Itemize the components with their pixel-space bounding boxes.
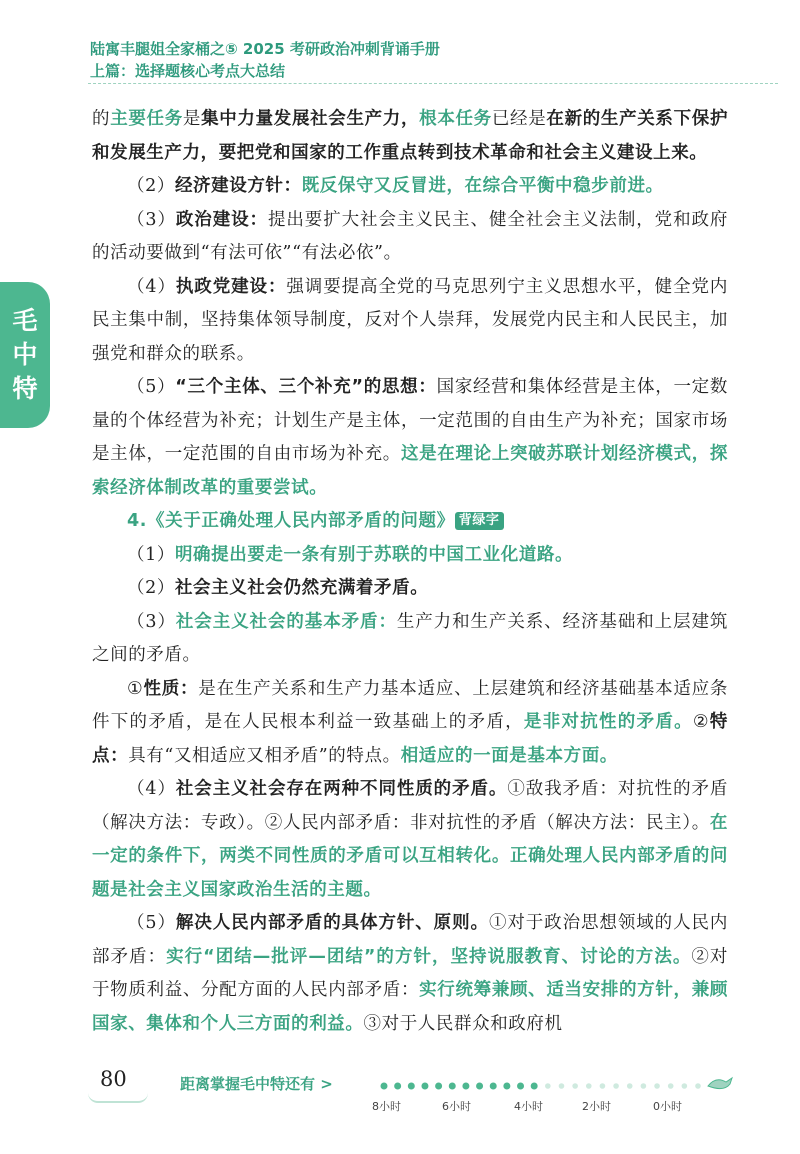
text: ①对于政治思想领域的人民内部矛盾： [92, 913, 729, 967]
highlight-text: 主要任务 [110, 109, 183, 129]
text: 提出要扩大社会主义民主、健全社会主义法制，党和政府的活动要做到“有法可依”“有法必依”。 [92, 209, 729, 263]
progress-tick-label: 2小时 [582, 1100, 611, 1113]
circled-number: ② [692, 712, 710, 732]
text: 生产力和生产关系、经济基础和上层建筑之间的矛盾。 [92, 611, 728, 665]
progress-dot [490, 1083, 497, 1090]
runner-icon [708, 1078, 732, 1089]
highlight-text: 明确提出要走一条有别于苏联的中国工业化道路。 [174, 544, 574, 565]
text: 已经是 [491, 109, 547, 129]
bold-text: 社会主义社会存在两种不同性质的矛盾。 [175, 779, 508, 799]
highlight-text: 相适应的一面是基本方面。 [400, 745, 618, 766]
bold-text: 经济建设方针： [174, 176, 302, 196]
side-tab-char-3: 特 [12, 374, 38, 403]
paragraph-party-building [92, 271, 728, 372]
bold-text: 政治建设： [175, 209, 268, 230]
bold-text: 执政党建设： [175, 276, 287, 297]
page-number-swoosh [88, 1093, 148, 1103]
section-heading-4 [92, 505, 728, 539]
progress-dot [695, 1083, 701, 1089]
side-tab-char-1: 毛 [12, 306, 38, 335]
text: ②对于物质利益、分配方面的人民内部矛盾： [92, 946, 729, 1000]
highlight-text: 实行统筹兼顾、适当安排的方针，兼顾国家、集体和个人三方面的利益。 [92, 980, 728, 1034]
page-number: 80 [100, 1067, 127, 1091]
highlight-text: 根本任务 [419, 109, 492, 129]
bold-text: 性质： [143, 678, 199, 699]
section-title: 4.《关于正确处理人民内部矛盾的问题》 [127, 511, 455, 531]
progress-dot [682, 1083, 688, 1089]
header-section-title: 上篇：选择题核心考点大总结 [90, 62, 286, 80]
paragraph-political-building [92, 204, 728, 271]
bold-text: 在新的生产关系下保护和发展生产力，要把党和国家的工作重点转到技术革命和社会主义建设上来。 [92, 109, 729, 163]
progress-dot [600, 1083, 606, 1089]
progress-dot [572, 1083, 578, 1089]
text: 是 [182, 109, 202, 129]
bold-text: 社会主义社会仍然充满着矛盾。 [174, 578, 429, 598]
highlight-text: 这是在理论上突破苏联计划经济模式，探索经济体制改革的重要尝试。 [92, 444, 728, 498]
progress-tick-label: 0小时 [653, 1100, 682, 1113]
paragraph-item-4 [92, 773, 728, 907]
header-book-title: 陆寓丰腿姐全家桶之⑤ 2025 考研政治冲刺背诵手册 [90, 40, 440, 58]
paragraph-item-3 [92, 606, 728, 673]
item-number: （4） [127, 779, 176, 799]
circled-number: ① [127, 678, 144, 699]
bold-text: 集中力量发展社会生产力， [201, 109, 420, 129]
progress-dot [408, 1083, 415, 1090]
paragraph-item-2 [92, 572, 728, 606]
item-number: （5） [127, 913, 176, 933]
page-body [92, 103, 728, 1041]
progress-dot [421, 1083, 428, 1090]
progress-dot [381, 1083, 388, 1090]
progress-dot [435, 1083, 442, 1090]
bold-text: “三个主体、三个补充”的思想： [175, 377, 437, 397]
chapter-side-tab [0, 282, 50, 428]
progress-dot [449, 1083, 456, 1090]
progress-dot [654, 1083, 660, 1089]
progress-dot [531, 1083, 538, 1090]
highlight-text: 是非对抗性的矛盾。 [523, 712, 693, 732]
progress-dot [394, 1083, 401, 1090]
header-divider [88, 83, 778, 84]
text: 强调要提高全党的马克思列宁主义思想水平，健全党内民主集中制，坚持集体领导制度，反对个人崇拜，发展党内民主和人民民主，加强党和群众的联系。 [92, 276, 728, 364]
paragraph-item-5 [92, 907, 728, 1041]
progress-tick-label: 6小时 [442, 1100, 471, 1113]
highlight-text: 社会主义社会的基本矛盾： [175, 611, 397, 632]
text: 国家经营和集体经营是主体，一定数量的个体经营为补充；计划生产是主体，一定范围的自由生产为补充；国家市场是主体，一定范围的自由市场为补充。 [92, 377, 728, 464]
progress-tick-label: 4小时 [514, 1100, 543, 1113]
item-number: （3） [127, 209, 176, 230]
text: 具有“又相适应又相矛盾”的特点。 [128, 745, 401, 766]
side-tab-char-2: 中 [12, 340, 38, 369]
item-number: （4） [127, 276, 176, 297]
progress-dot [545, 1083, 551, 1089]
paragraph-item-1 [92, 539, 728, 573]
progress-dot [668, 1083, 674, 1089]
item-number: （5） [127, 377, 176, 397]
memorize-badge: 背绿字 [455, 512, 504, 530]
progress-dot [627, 1083, 633, 1089]
paragraph-economic-policy [92, 170, 728, 204]
progress-dot [613, 1083, 619, 1089]
progress-dot [462, 1083, 469, 1090]
bold-text: 特点： [92, 712, 728, 766]
study-progress-track [378, 1070, 738, 1120]
progress-dot [503, 1083, 510, 1090]
item-number: （1） [127, 544, 175, 565]
text: 是在生产关系和生产力基本适应、上层建筑和经济基础基本适应条件下的矛盾，是在人民根本利益一致基础上的矛盾， [92, 678, 728, 732]
progress-dot [559, 1083, 565, 1089]
progress-dot [586, 1083, 592, 1089]
text: ①敌我矛盾：对抗性的矛盾（解决方法：专政）。②人民内部矛盾：非对抗性的矛盾（解决方法：民主）。 [92, 779, 728, 833]
progress-dot [517, 1083, 524, 1090]
highlight-text: 既反保守又反冒进，在综合平衡中稳步前进。 [301, 176, 664, 196]
text: ③对于人民群众和政府机 [363, 1013, 563, 1034]
text: 的 [92, 109, 111, 129]
progress-dot [476, 1083, 483, 1090]
progress-dot [641, 1083, 647, 1089]
bold-text: 解决人民内部矛盾的具体方针、原则。 [175, 913, 489, 933]
item-number: （2） [127, 578, 175, 598]
progress-tick-label: 8小时 [372, 1100, 401, 1113]
running-header [90, 38, 770, 82]
item-number: （2） [127, 176, 175, 196]
paragraph-tasks [92, 103, 728, 170]
highlight-text: 在一定的条件下，两类不同性质的矛盾可以互相转化。正确处理人民内部矛盾的问题是社会主义国家政治生活的主题。 [92, 812, 728, 900]
highlight-text: 实行“团结—批评—团结”的方针，坚持说服教育、讨论的方法。 [166, 946, 692, 967]
item-number: （3） [127, 611, 176, 632]
paragraph-item-3-detail [92, 673, 728, 774]
paragraph-three-mains [92, 371, 728, 505]
progress-label: 距离掌握毛中特还有 > [180, 1075, 333, 1093]
